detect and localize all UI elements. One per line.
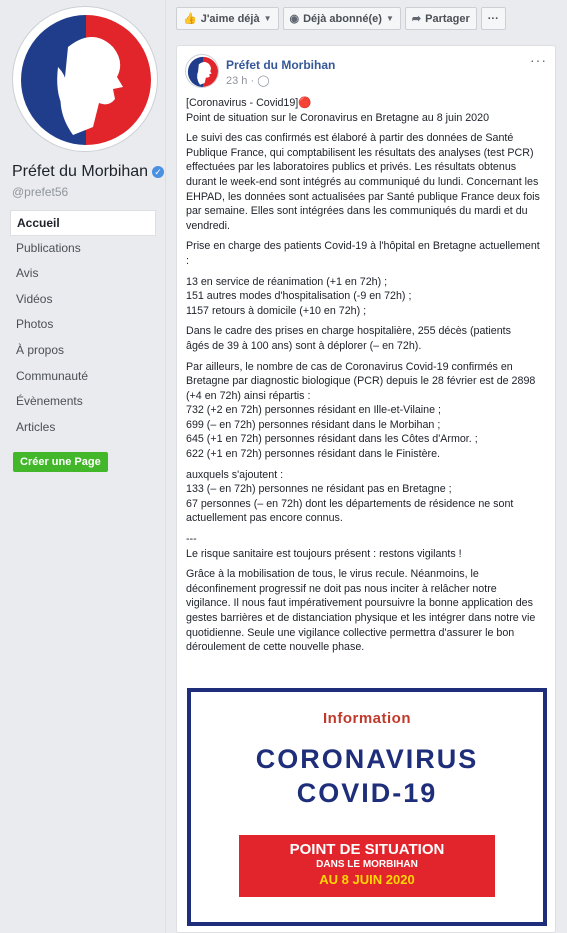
post-text-line: 1157 retours à domicile (+10 en 72h) ; xyxy=(186,304,367,317)
post-text-line: (+4 en 72h) ainsi répartis : xyxy=(186,389,311,402)
post-text-line: déroulement de cette nouvelle phase. xyxy=(186,641,365,654)
post-paragraph xyxy=(186,360,548,462)
post-text-line: 151 autres modes d'hospitalisation (-9 en 72h) ; xyxy=(186,290,412,303)
promo-info-heading: Information xyxy=(323,710,411,727)
post-text-line: [Coronavirus - Covid19]🔴 xyxy=(186,97,312,109)
post-text-line: 67 personnes (– en 72h) dont les départements de résidence ne sont xyxy=(186,497,514,510)
post-text-line: quotidienne. Seule une vigilance collective permettra d'assurer le bon xyxy=(186,626,515,639)
nav-item-avis[interactable]: Avis xyxy=(16,266,39,281)
post-text-line: vigilance. Il nous faut impérativement poursuivre la bonne application des xyxy=(186,597,533,610)
post-text-line: Point de situation sur le Coronavirus en Bretagne au 8 juin 2020 xyxy=(186,111,490,124)
promo-box-line1: POINT DE SITUATION xyxy=(289,841,445,858)
nav-item-communaute[interactable]: Communauté xyxy=(16,368,89,383)
post-text-line: : xyxy=(186,254,189,267)
post-text-line: Dans le cadre des prises en charge hospitalière, 255 décès (patients xyxy=(186,325,511,338)
post-text-line: 622 (+1 en 72h) personnes résidant dans le Finistère. xyxy=(186,448,440,461)
page-name[interactable] xyxy=(12,163,164,181)
nav-item-a-propos[interactable]: À propos xyxy=(16,342,65,357)
post-text-line: Le suivi des cas confirmés est élaboré à partir des données de Santé xyxy=(186,132,514,145)
post-text-line: auxquels s'ajoutent : xyxy=(186,468,284,481)
post-text-line: 13 en service de réanimation (+1 en 72h) ; xyxy=(186,275,388,288)
post-menu-button[interactable]: ··· xyxy=(530,52,547,68)
post-image[interactable] xyxy=(182,685,552,929)
post-author-name[interactable]: Préfet du Morbihan xyxy=(226,58,336,72)
post-text-line: 133 (– en 72h) personnes ne résidant pas en Bretagne ; xyxy=(186,483,452,496)
nav-item-evenements[interactable]: Évènements xyxy=(16,394,83,409)
post-card xyxy=(176,45,556,933)
post-text-line: Par ailleurs, le nombre de cas de Coronavirus Covid-19 confirmés en xyxy=(186,360,513,373)
post-text-line: effectuées par les laboratoires publics et privés. Les résultats obtenus xyxy=(186,161,517,174)
post-text-line: Prise en charge des patients Covid-19 à l'hôpital en Bretagne actuellement xyxy=(186,240,540,253)
post-text-line: Bretagne par diagnostic biologique (PCR) depuis le 28 février est de 2898 xyxy=(186,375,536,388)
nav-item-accueil[interactable]: Accueil xyxy=(10,210,156,236)
globe-icon: ◯ xyxy=(257,75,270,87)
more-label: ··· xyxy=(487,12,499,25)
like-page-button[interactable] xyxy=(176,7,279,30)
follow-label: Déjà abonné(e) xyxy=(303,12,382,25)
promo-frame xyxy=(187,688,547,926)
nav-item-publications[interactable]: Publications xyxy=(16,240,81,255)
post-text-line: --- xyxy=(186,533,197,546)
post-text-line: par semaine. Elles sont intégrées dans les communiqués du mardi et du xyxy=(186,205,528,218)
promo-box-line3: AU 8 JUIN 2020 xyxy=(319,872,415,887)
post-paragraph xyxy=(186,131,548,233)
post-text-line: Le risque sanitaire est toujours présent : restons vigilants ! xyxy=(186,547,462,560)
page-name-label[interactable]: Préfet du Morbihan xyxy=(12,163,149,180)
post-text-line: actuellement pas encore connus. xyxy=(186,512,343,525)
post-timestamp[interactable] xyxy=(226,74,270,87)
post-text-line: Publique France, qui comptabilisent les résultats des analyses (test PCR) xyxy=(186,146,534,159)
post-text-line: Grâce à la mobilisation de tous, le virus recule. Néanmoins, le xyxy=(186,568,479,581)
share-arrow-icon: ➦ xyxy=(411,13,422,25)
thumbs-up-icon: 👍 xyxy=(183,13,197,25)
nav-item-videos[interactable]: Vidéos xyxy=(16,291,53,306)
post-text xyxy=(186,96,548,661)
promo-title-line1: CORONAVIRUS xyxy=(255,744,479,774)
post-paragraph xyxy=(186,532,548,561)
nav-item-articles[interactable]: Articles xyxy=(16,419,56,434)
post-paragraph xyxy=(186,275,548,319)
follow-page-button[interactable] xyxy=(283,7,401,30)
post-text-line: 732 (+2 en 72h) personnes résidant en Ille-et-Vilaine ; xyxy=(186,404,441,417)
marianne-logo-small xyxy=(186,55,219,88)
promo-red-box xyxy=(239,835,495,897)
page-action-bar xyxy=(176,7,506,30)
post-text-line: déconfinement progressif ne doit pas nous inciter à relâcher notre xyxy=(186,582,497,595)
post-paragraph xyxy=(186,468,548,526)
post-text-line: âgés de 39 à 100 ans) sont à déplorer (– en 72h). xyxy=(186,339,422,352)
create-page-button[interactable]: Créer une Page xyxy=(13,452,108,472)
post-text-line: EHPAD, les données sont actualisées par Santé publique France deux fois xyxy=(186,190,540,203)
page-handle[interactable]: @prefet56 xyxy=(12,185,69,199)
page-avatar[interactable] xyxy=(12,6,158,152)
post-text-line: vendredi. xyxy=(186,219,230,232)
post-paragraph xyxy=(186,567,548,655)
post-author-avatar[interactable] xyxy=(185,54,219,88)
chevron-down-icon: ▼ xyxy=(385,14,394,23)
more-options-button[interactable] xyxy=(481,7,506,30)
post-paragraph xyxy=(186,324,548,353)
post-time[interactable]: 23 h · xyxy=(226,75,255,87)
share-page-button[interactable] xyxy=(405,7,477,30)
share-label: Partager xyxy=(425,12,470,25)
post-text-line: 699 (– en 72h) personnes résidant dans le Morbihan ; xyxy=(186,418,441,431)
verified-badge-icon: ✓ xyxy=(152,166,164,178)
marianne-logo xyxy=(13,7,158,152)
post-text-line: durant le week-end sont intégrés au communiqué du lundi. Concernant les xyxy=(186,175,539,188)
promo-box-line2: DANS LE MORBIHAN xyxy=(316,859,418,870)
post-paragraph xyxy=(186,96,548,125)
page-nav xyxy=(10,210,156,440)
page-sidebar xyxy=(0,0,166,933)
post-text-line: 645 (+1 en 72h) personnes résidant dans les Côtes d'Armor. ; xyxy=(186,433,478,446)
like-label: J'aime déjà xyxy=(200,12,260,25)
nav-item-photos[interactable]: Photos xyxy=(16,317,54,332)
chevron-down-icon: ▼ xyxy=(263,14,272,23)
post-text-line: gestes barrières et de distanciation physique et les intégrer dans notre vie xyxy=(186,612,536,624)
post-paragraph xyxy=(186,239,548,268)
rss-icon: ◉ xyxy=(289,13,300,25)
promo-title-line2: COVID-19 xyxy=(296,778,438,808)
